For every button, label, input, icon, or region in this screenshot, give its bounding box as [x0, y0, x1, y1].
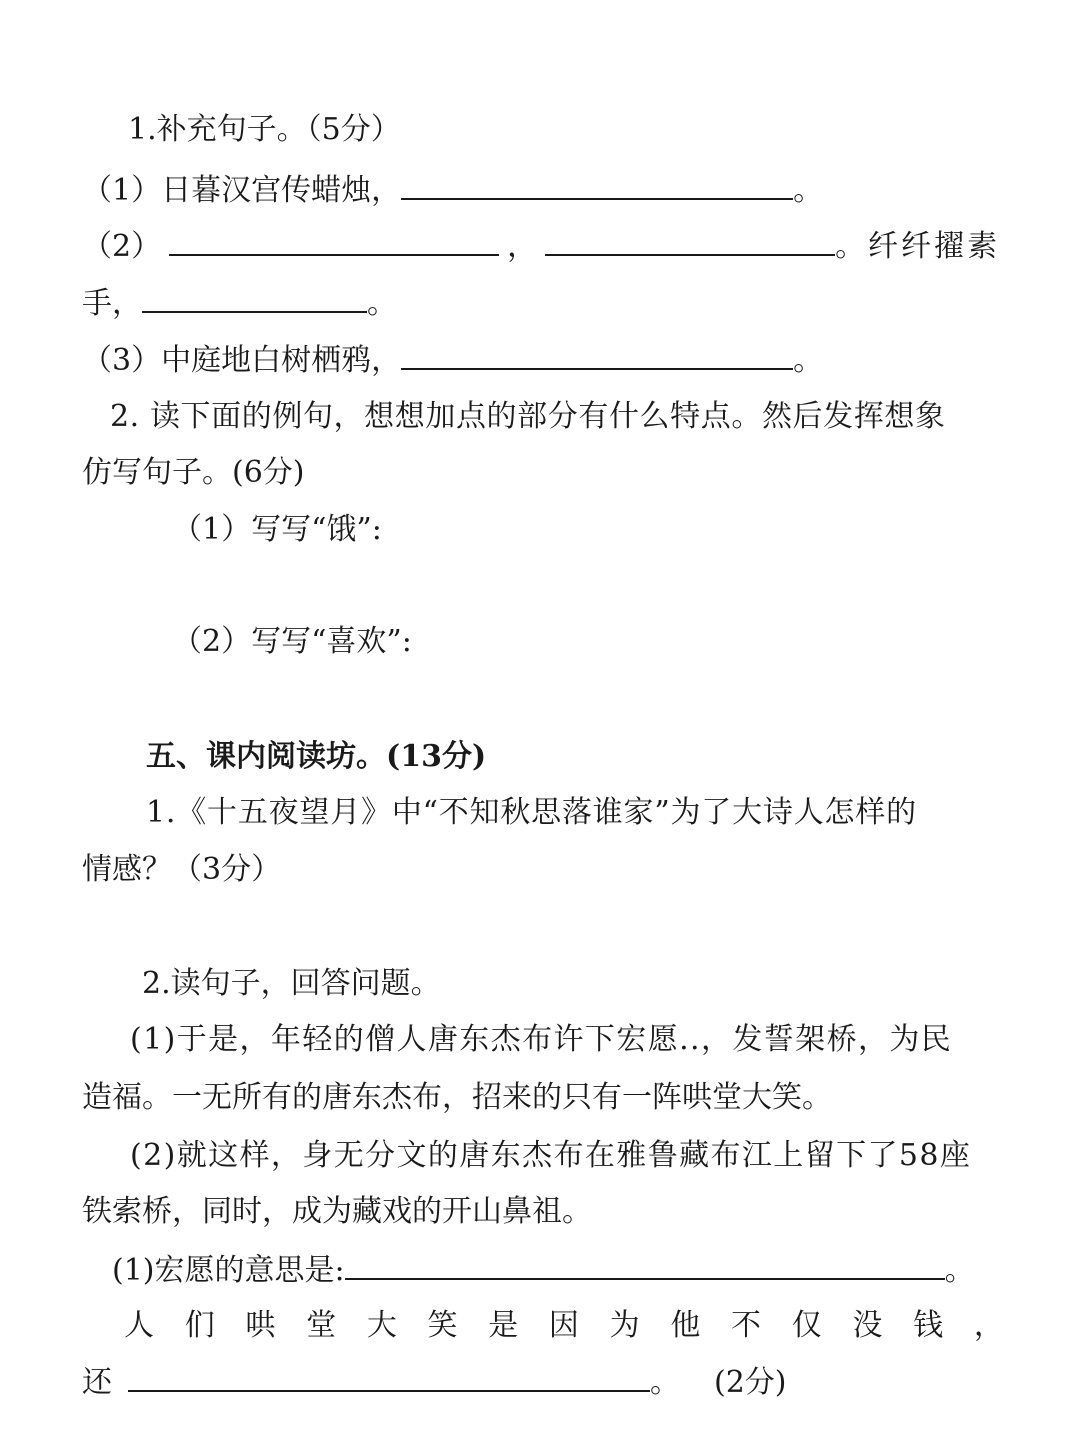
- s5-a1: [112, 1250, 975, 1290]
- s5-a2-char: 是: [488, 1308, 519, 1343]
- s5-a2-cont-suffix: 。: [650, 1365, 680, 1400]
- q1-item3-suffix: 。: [793, 343, 824, 378]
- s5-a2-char: 不: [731, 1308, 762, 1343]
- q1-item2-mid: ，: [507, 229, 538, 264]
- answer-blank[interactable]: [169, 226, 499, 256]
- q2-sub2: （2）写写“喜欢”:: [172, 624, 412, 659]
- s5-a1-suffix: 。: [944, 1253, 975, 1288]
- q1-item2-end: 。纤纤擢素: [835, 229, 1001, 264]
- answer-blank[interactable]: [128, 1362, 650, 1392]
- s5-p2-line1: (2)就这样，身无分文的唐东杰布在雅鲁藏布江上留下了58座: [130, 1138, 972, 1173]
- q1-heading: 1.补充句子。（5分）: [128, 112, 401, 147]
- s5-a2-cont-prefix: 还: [82, 1365, 112, 1400]
- s5-q1-line2: 情感？（3分）: [82, 852, 282, 887]
- q2-sub1: （1）写写“饿”:: [172, 512, 382, 547]
- s5-a2-char: ，: [973, 1308, 1004, 1343]
- s5-q2-heading: 2.读句子，回答问题。: [142, 966, 441, 1001]
- s5-a2-char: 没: [852, 1308, 883, 1343]
- s5-a2-char: 他: [670, 1308, 701, 1343]
- q1-item3-prefix: （3）中庭地白树栖鸦，: [82, 343, 402, 378]
- s5-p2-line2: 铁索桥，同时，成为藏戏的开山鼻祖。: [82, 1194, 592, 1229]
- q1-item2-cont-prefix: 手，: [82, 286, 142, 321]
- s5-a2-char: 仅: [791, 1308, 822, 1343]
- q1-item1: [82, 170, 823, 210]
- q1-item1-suffix: 。: [793, 173, 824, 208]
- q1-item3: [82, 340, 823, 380]
- answer-blank[interactable]: [142, 283, 367, 313]
- s5-a1-prefix: (1)宏愿的意思是:: [112, 1253, 345, 1288]
- section5-title: 五、课内阅读坊。(13分): [146, 739, 487, 774]
- s5-a2-char: 为: [609, 1308, 640, 1343]
- answer-blank[interactable]: [401, 170, 793, 200]
- q1-item1-prefix: （1）日暮汉宫传蜡烛，: [82, 173, 402, 208]
- s5-a2-char: 人: [124, 1308, 154, 1343]
- answer-blank[interactable]: [345, 1250, 945, 1280]
- q2-heading-line1: 2. 读下面的例句，想想加点的部分有什么特点。然后发挥想象: [110, 399, 946, 434]
- s5-a2-char: 笑: [427, 1308, 458, 1343]
- s5-a2-char: 因: [548, 1308, 579, 1343]
- s5-a2-char: 钱: [913, 1308, 944, 1343]
- q1-item2-cont-suffix: 。: [367, 286, 397, 321]
- q1-item2: [82, 226, 1000, 266]
- s5-a2-line2: [82, 1362, 787, 1402]
- s5-p1-line2: 造福。一无所有的唐东杰布，招来的只有一阵哄堂大笑。: [82, 1080, 832, 1115]
- answer-blank[interactable]: [401, 340, 793, 370]
- s5-p1-line1: (1)于是，年轻的僧人唐东杰布许下宏愿..，发誓架桥，为民: [130, 1022, 953, 1057]
- s5-a2-char: 哄: [245, 1308, 276, 1343]
- s5-q1-line1: 1.《十五夜望月》中“不知秋思落谁家”为了大诗人怎样的: [146, 795, 917, 830]
- s5-a2-score: (2分): [714, 1365, 787, 1400]
- q1-item2-cont: [82, 283, 397, 323]
- q1-item2-prefix: （2）: [82, 229, 162, 264]
- s5-a2-char: 大: [366, 1308, 397, 1343]
- s5-a2-line1: [124, 1306, 1004, 1346]
- s5-a2-char: 们: [184, 1308, 215, 1343]
- s5-a2-char: 堂: [306, 1308, 337, 1343]
- answer-blank[interactable]: [545, 226, 835, 256]
- q2-heading-line2: 仿写句子。(6分): [82, 455, 305, 490]
